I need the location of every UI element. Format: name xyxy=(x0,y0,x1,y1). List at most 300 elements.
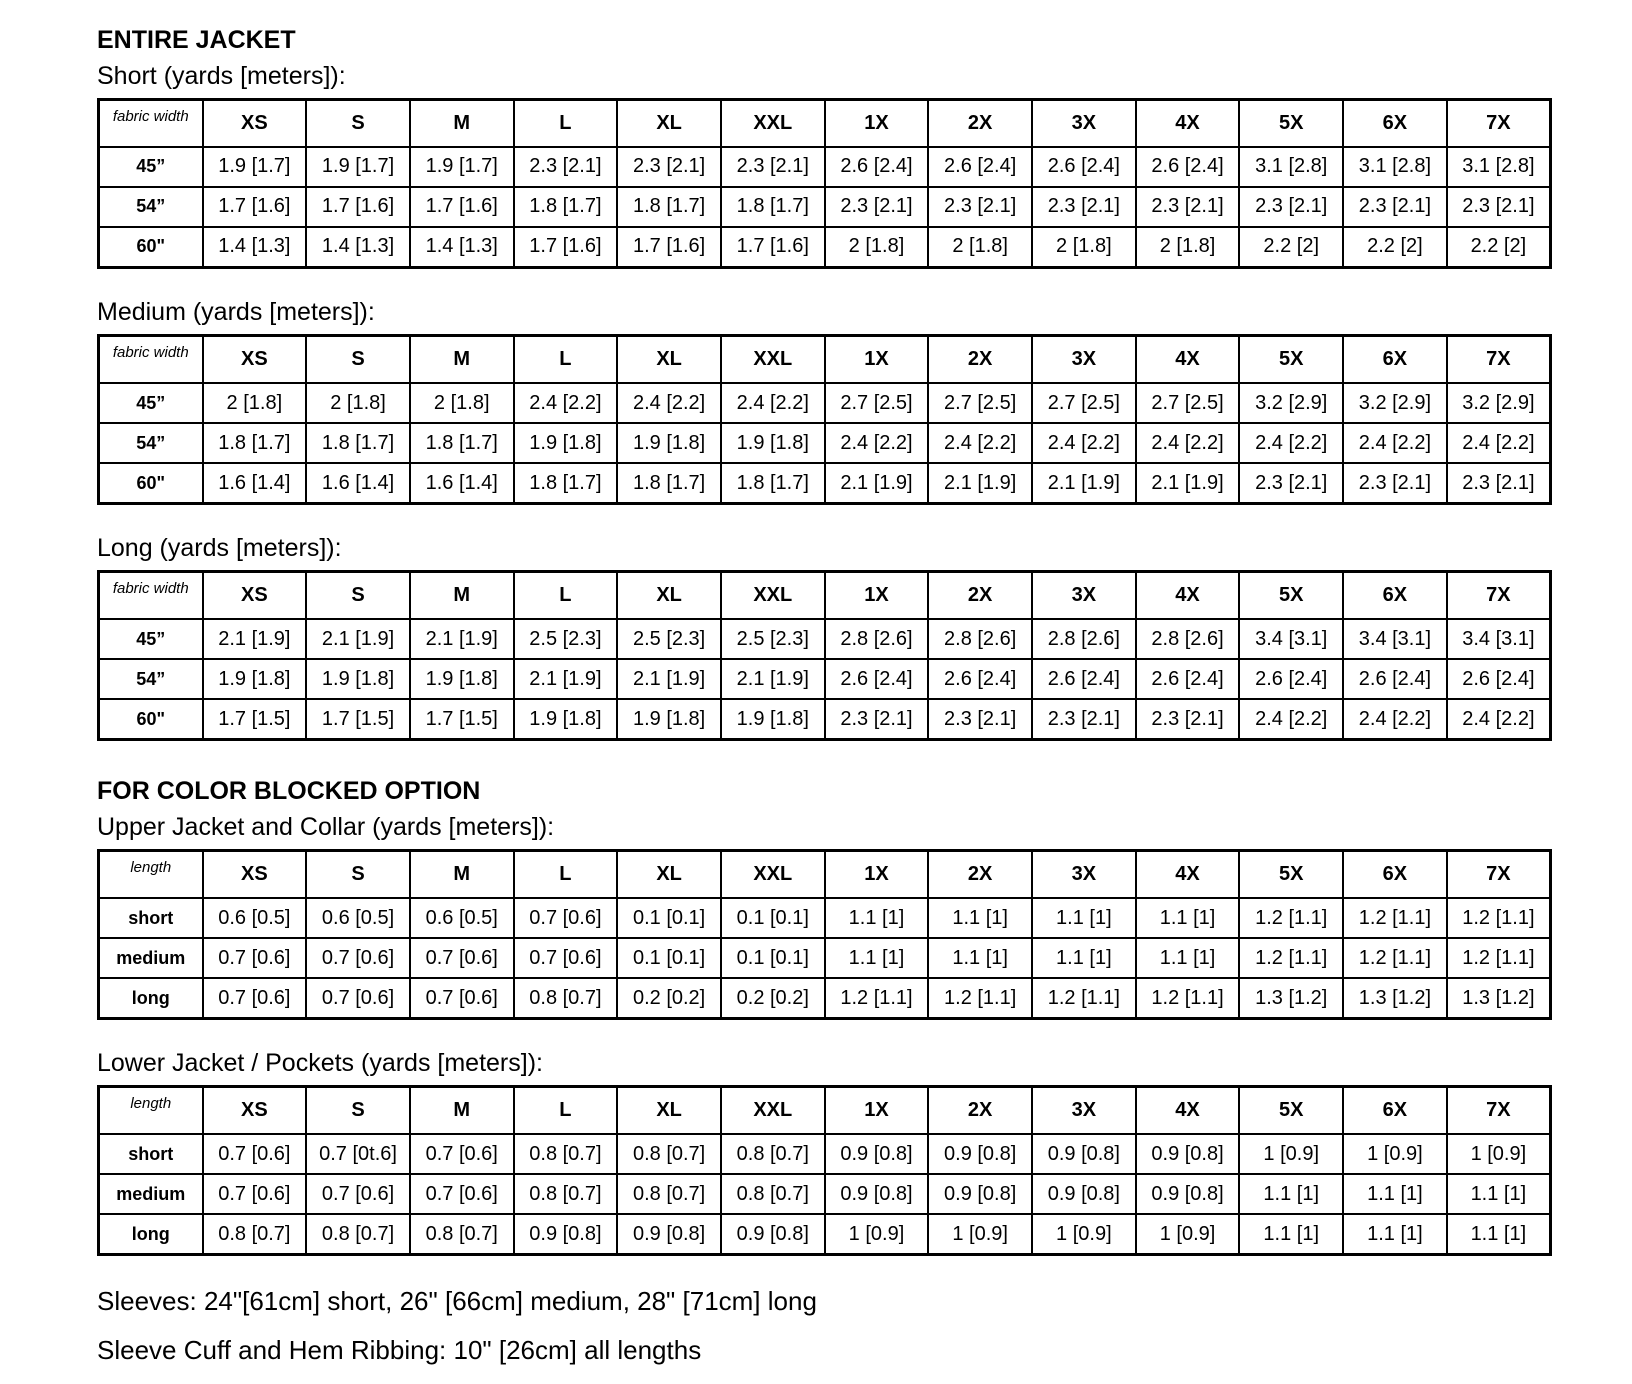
size-header: 6X xyxy=(1343,851,1447,899)
yardage-cell: 1.2 [1.1] xyxy=(1239,938,1343,978)
header-row xyxy=(99,99,1551,147)
yardage-cell: 2.3 [2.1] xyxy=(1136,187,1240,227)
yardage-cell: 2.5 [2.3] xyxy=(514,619,618,659)
size-header: XXL xyxy=(721,336,825,384)
yardage-cell: 1.1 [1] xyxy=(928,938,1032,978)
yardage-cell: 2.1 [1.9] xyxy=(617,659,721,699)
yardage-cell: 2.1 [1.9] xyxy=(306,619,410,659)
size-header: 2X xyxy=(928,1087,1032,1135)
yardage-table-upper-jacket xyxy=(97,849,1552,1020)
yardage-cell: 1.9 [1.8] xyxy=(514,699,618,740)
size-header: 7X xyxy=(1447,336,1551,384)
corner-label: fabric width xyxy=(99,99,203,147)
yardage-cell: 1.9 [1.8] xyxy=(410,659,514,699)
yardage-cell: 0.8 [0.7] xyxy=(617,1134,721,1174)
yardage-cell: 1.1 [1] xyxy=(1239,1214,1343,1255)
size-header: XXL xyxy=(721,572,825,620)
yardage-cell: 0.9 [0.8] xyxy=(1032,1134,1136,1174)
yardage-cell: 1.1 [1] xyxy=(928,898,1032,938)
size-header: 1X xyxy=(825,99,929,147)
yardage-cell: 0.6 [0.5] xyxy=(203,898,307,938)
size-header: 2X xyxy=(928,336,1032,384)
yardage-cell: 0.1 [0.1] xyxy=(721,938,825,978)
yardage-cell: 1.9 [1.7] xyxy=(410,147,514,187)
yardage-cell: 2.8 [2.6] xyxy=(825,619,929,659)
size-header: XS xyxy=(203,336,307,384)
table-title-long: Long (yards [meters]): xyxy=(97,534,342,562)
yardage-cell: 1.3 [1.2] xyxy=(1239,978,1343,1019)
size-header: XXL xyxy=(721,1087,825,1135)
yardage-cell: 2.1 [1.9] xyxy=(203,619,307,659)
row-label: short xyxy=(99,898,203,938)
table-row xyxy=(99,938,1551,978)
table-row xyxy=(99,187,1551,227)
yardage-cell: 0.9 [0.8] xyxy=(928,1174,1032,1214)
yardage-cell: 1.2 [1.1] xyxy=(1447,938,1551,978)
yardage-cell: 0.7 [0.6] xyxy=(514,938,618,978)
yardage-cell: 2.3 [2.1] xyxy=(928,699,1032,740)
size-header: 7X xyxy=(1447,851,1551,899)
yardage-cell: 2.5 [2.3] xyxy=(721,619,825,659)
corner-label: fabric width xyxy=(99,336,203,384)
yardage-cell: 2.7 [2.5] xyxy=(1032,383,1136,423)
yardage-cell: 1.8 [1.7] xyxy=(514,187,618,227)
yardage-table-long xyxy=(97,570,1552,741)
yardage-cell: 0.2 [0.2] xyxy=(617,978,721,1019)
row-label: 60" xyxy=(99,699,203,740)
table-row xyxy=(99,463,1551,504)
yardage-cell: 2.4 [2.2] xyxy=(1447,423,1551,463)
yardage-cell: 0.7 [0.6] xyxy=(410,938,514,978)
yardage-chart-page xyxy=(97,24,1552,1367)
size-header: XL xyxy=(617,851,721,899)
yardage-cell: 1.1 [1] xyxy=(1343,1214,1447,1255)
row-label: medium xyxy=(99,1174,203,1214)
yardage-cell: 0.7 [0.6] xyxy=(410,978,514,1019)
yardage-cell: 1.9 [1.8] xyxy=(514,423,618,463)
yardage-cell: 0.8 [0.7] xyxy=(514,1134,618,1174)
yardage-cell: 2.6 [2.4] xyxy=(1032,659,1136,699)
yardage-cell: 2 [1.8] xyxy=(410,383,514,423)
size-header: M xyxy=(410,99,514,147)
size-header: 5X xyxy=(1239,851,1343,899)
yardage-cell: 2.6 [2.4] xyxy=(928,147,1032,187)
yardage-cell: 3.2 [2.9] xyxy=(1239,383,1343,423)
size-header: 5X xyxy=(1239,336,1343,384)
header-row xyxy=(99,1087,1551,1135)
size-header: 6X xyxy=(1343,572,1447,620)
row-label: short xyxy=(99,1134,203,1174)
size-header: 4X xyxy=(1136,851,1240,899)
yardage-cell: 1.1 [1] xyxy=(1239,1174,1343,1214)
yardage-cell: 1 [0.9] xyxy=(1136,1214,1240,1255)
yardage-cell: 3.1 [2.8] xyxy=(1447,147,1551,187)
yardage-cell: 1.2 [1.1] xyxy=(1136,978,1240,1019)
yardage-cell: 1.4 [1.3] xyxy=(203,227,307,268)
spacer xyxy=(97,1020,1552,1044)
yardage-cell: 1.3 [1.2] xyxy=(1343,978,1447,1019)
yardage-cell: 0.8 [0.7] xyxy=(514,1174,618,1214)
yardage-cell: 0.2 [0.2] xyxy=(721,978,825,1019)
yardage-cell: 0.7 [0.6] xyxy=(410,1134,514,1174)
yardage-cell: 1.7 [1.6] xyxy=(721,227,825,268)
yardage-cell: 0.7 [0.6] xyxy=(306,938,410,978)
spacer xyxy=(97,1256,1552,1286)
yardage-cell: 2 [1.8] xyxy=(1136,227,1240,268)
row-label: 45” xyxy=(99,619,203,659)
row-label: 45” xyxy=(99,147,203,187)
yardage-cell: 0.9 [0.8] xyxy=(514,1214,618,1255)
yardage-cell: 0.7 [0.6] xyxy=(203,1174,307,1214)
yardage-cell: 1.8 [1.7] xyxy=(721,187,825,227)
yardage-cell: 1.9 [1.7] xyxy=(203,147,307,187)
size-header: 2X xyxy=(928,851,1032,899)
size-header: XXL xyxy=(721,99,825,147)
yardage-cell: 2.1 [1.9] xyxy=(721,659,825,699)
yardage-cell: 1.2 [1.1] xyxy=(1239,898,1343,938)
yardage-cell: 1.2 [1.1] xyxy=(1032,978,1136,1019)
yardage-cell: 2.2 [2] xyxy=(1343,227,1447,268)
size-header: XS xyxy=(203,851,307,899)
yardage-cell: 2.3 [2.1] xyxy=(928,187,1032,227)
row-label: long xyxy=(99,1214,203,1255)
header-row xyxy=(99,572,1551,620)
yardage-cell: 0.8 [0.7] xyxy=(514,978,618,1019)
size-header: 4X xyxy=(1136,572,1240,620)
yardage-cell: 3.1 [2.8] xyxy=(1343,147,1447,187)
yardage-cell: 1.8 [1.7] xyxy=(617,187,721,227)
yardage-cell: 2 [1.8] xyxy=(1032,227,1136,268)
yardage-cell: 1.1 [1] xyxy=(1032,898,1136,938)
yardage-cell: 0.9 [0.8] xyxy=(1032,1174,1136,1214)
yardage-cell: 2.3 [2.1] xyxy=(1239,187,1343,227)
table-row xyxy=(99,423,1551,463)
yardage-cell: 0.9 [0.8] xyxy=(617,1214,721,1255)
size-header: 3X xyxy=(1032,336,1136,384)
ribbing-note: Sleeve Cuff and Hem Ribbing: 10" [26cm] all lengths xyxy=(97,1335,702,1366)
header-row xyxy=(99,336,1551,384)
yardage-table-medium xyxy=(97,334,1552,505)
table-row xyxy=(99,659,1551,699)
size-header: 7X xyxy=(1447,99,1551,147)
yardage-cell: 1.7 [1.6] xyxy=(306,187,410,227)
corner-label: fabric width xyxy=(99,572,203,620)
size-header: L xyxy=(514,336,618,384)
table-row xyxy=(99,383,1551,423)
yardage-cell: 1.9 [1.8] xyxy=(721,699,825,740)
yardage-cell: 1.2 [1.1] xyxy=(825,978,929,1019)
yardage-cell: 1.7 [1.6] xyxy=(617,227,721,268)
yardage-cell: 0.9 [0.8] xyxy=(721,1214,825,1255)
yardage-cell: 1.4 [1.3] xyxy=(410,227,514,268)
yardage-cell: 2.3 [2.1] xyxy=(1343,463,1447,504)
yardage-cell: 2.7 [2.5] xyxy=(825,383,929,423)
yardage-cell: 1.1 [1] xyxy=(1136,938,1240,978)
size-header: 1X xyxy=(825,851,929,899)
yardage-cell: 0.9 [0.8] xyxy=(1136,1174,1240,1214)
yardage-cell: 2.3 [2.1] xyxy=(721,147,825,187)
row-label: 54” xyxy=(99,659,203,699)
yardage-cell: 0.7 [0.6] xyxy=(410,1174,514,1214)
yardage-cell: 0.8 [0.7] xyxy=(306,1214,410,1255)
yardage-cell: 0.8 [0.7] xyxy=(721,1134,825,1174)
yardage-cell: 0.8 [0.7] xyxy=(203,1214,307,1255)
size-header: M xyxy=(410,572,514,620)
spacer xyxy=(97,505,1552,529)
yardage-cell: 0.8 [0.7] xyxy=(721,1174,825,1214)
size-header: S xyxy=(306,851,410,899)
table-title-medium: Medium (yards [meters]): xyxy=(97,297,375,326)
yardage-cell: 2.4 [2.2] xyxy=(1343,699,1447,740)
yardage-cell: 1.6 [1.4] xyxy=(410,463,514,504)
yardage-cell: 2.3 [2.1] xyxy=(1136,699,1240,740)
yardage-cell: 1 [0.9] xyxy=(928,1214,1032,1255)
yardage-cell: 2.1 [1.9] xyxy=(1032,463,1136,504)
yardage-cell: 1 [0.9] xyxy=(825,1214,929,1255)
size-header: 6X xyxy=(1343,336,1447,384)
yardage-cell: 2.2 [2] xyxy=(1239,227,1343,268)
yardage-cell: 2.4 [2.2] xyxy=(1239,423,1343,463)
yardage-cell: 2.8 [2.6] xyxy=(928,619,1032,659)
yardage-cell: 2.3 [2.1] xyxy=(1032,699,1136,740)
yardage-cell: 1.8 [1.7] xyxy=(203,423,307,463)
yardage-cell: 3.4 [3.1] xyxy=(1239,619,1343,659)
yardage-cell: 0.9 [0.8] xyxy=(1136,1134,1240,1174)
yardage-cell: 1.9 [1.8] xyxy=(203,659,307,699)
size-header: M xyxy=(410,1087,514,1135)
table-row xyxy=(99,1174,1551,1214)
size-header: XS xyxy=(203,99,307,147)
size-header: 3X xyxy=(1032,572,1136,620)
row-label: long xyxy=(99,978,203,1019)
table-title-lower-jacket: Lower Jacket / Pockets (yards [meters]): xyxy=(97,1049,543,1077)
spacer xyxy=(97,1317,1552,1335)
yardage-cell: 2.4 [2.2] xyxy=(1343,423,1447,463)
yardage-cell: 3.1 [2.8] xyxy=(1239,147,1343,187)
yardage-cell: 1.4 [1.3] xyxy=(306,227,410,268)
yardage-cell: 1.8 [1.7] xyxy=(306,423,410,463)
size-header: 6X xyxy=(1343,99,1447,147)
yardage-cell: 2.4 [2.2] xyxy=(721,383,825,423)
size-header: 6X xyxy=(1343,1087,1447,1135)
yardage-cell: 1.7 [1.5] xyxy=(203,699,307,740)
size-header: XS xyxy=(203,572,307,620)
size-header: 3X xyxy=(1032,1087,1136,1135)
yardage-cell: 1 [0.9] xyxy=(1239,1134,1343,1174)
size-header: 2X xyxy=(928,572,1032,620)
yardage-cell: 0.7 [0.6] xyxy=(306,978,410,1019)
yardage-cell: 2.3 [2.1] xyxy=(617,147,721,187)
table-row xyxy=(99,1134,1551,1174)
size-header: M xyxy=(410,336,514,384)
size-header: 2X xyxy=(928,99,1032,147)
table-row xyxy=(99,227,1551,268)
yardage-cell: 1 [0.9] xyxy=(1343,1134,1447,1174)
yardage-cell: 0.8 [0.7] xyxy=(410,1214,514,1255)
yardage-cell: 1.7 [1.6] xyxy=(410,187,514,227)
yardage-cell: 2.3 [2.1] xyxy=(825,699,929,740)
yardage-cell: 0.9 [0.8] xyxy=(928,1134,1032,1174)
yardage-cell: 2.3 [2.1] xyxy=(825,187,929,227)
yardage-cell: 2 [1.8] xyxy=(928,227,1032,268)
yardage-cell: 1.1 [1] xyxy=(1343,1174,1447,1214)
corner-label: length xyxy=(99,1087,203,1135)
size-header: 5X xyxy=(1239,572,1343,620)
yardage-cell: 1.1 [1] xyxy=(1447,1214,1551,1255)
size-header: 4X xyxy=(1136,336,1240,384)
yardage-cell: 1.3 [1.2] xyxy=(1447,978,1551,1019)
row-label: 54” xyxy=(99,423,203,463)
yardage-cell: 1.9 [1.7] xyxy=(306,147,410,187)
yardage-cell: 2.6 [2.4] xyxy=(825,659,929,699)
spacer xyxy=(97,741,1552,775)
yardage-cell: 0.7 [0.6] xyxy=(514,898,618,938)
yardage-cell: 1.7 [1.5] xyxy=(410,699,514,740)
spacer xyxy=(97,269,1552,293)
table-title-upper-jacket: Upper Jacket and Collar (yards [meters]): xyxy=(97,812,555,841)
yardage-table-lower-jacket xyxy=(97,1085,1552,1256)
yardage-cell: 0.1 [0.1] xyxy=(617,898,721,938)
row-label: medium xyxy=(99,938,203,978)
yardage-cell: 2.4 [2.2] xyxy=(825,423,929,463)
yardage-cell: 1.9 [1.8] xyxy=(721,423,825,463)
table-row xyxy=(99,619,1551,659)
yardage-cell: 1 [0.9] xyxy=(1447,1134,1551,1174)
size-header: 4X xyxy=(1136,1087,1240,1135)
size-header: L xyxy=(514,572,618,620)
size-header: XL xyxy=(617,1087,721,1135)
yardage-cell: 1.1 [1] xyxy=(1136,898,1240,938)
yardage-cell: 1.7 [1.6] xyxy=(203,187,307,227)
yardage-cell: 2.1 [1.9] xyxy=(410,619,514,659)
yardage-cell: 2.6 [2.4] xyxy=(928,659,1032,699)
yardage-cell: 2 [1.8] xyxy=(203,383,307,423)
size-header: XXL xyxy=(721,851,825,899)
size-header: 7X xyxy=(1447,1087,1551,1135)
yardage-cell: 1.2 [1.1] xyxy=(928,978,1032,1019)
yardage-cell: 0.6 [0.5] xyxy=(306,898,410,938)
yardage-cell: 2.4 [2.2] xyxy=(514,383,618,423)
yardage-cell: 2.7 [2.5] xyxy=(928,383,1032,423)
size-header: 3X xyxy=(1032,99,1136,147)
yardage-cell: 1.6 [1.4] xyxy=(306,463,410,504)
size-header: S xyxy=(306,1087,410,1135)
yardage-cell: 1.1 [1] xyxy=(825,898,929,938)
yardage-cell: 2.3 [2.1] xyxy=(1447,463,1551,504)
yardage-cell: 2.8 [2.6] xyxy=(1032,619,1136,659)
yardage-cell: 2.6 [2.4] xyxy=(1447,659,1551,699)
yardage-cell: 2.4 [2.2] xyxy=(1239,699,1343,740)
size-header: 5X xyxy=(1239,1087,1343,1135)
size-header: XL xyxy=(617,99,721,147)
yardage-cell: 1.7 [1.5] xyxy=(306,699,410,740)
yardage-cell: 0.7 [0.6] xyxy=(306,1174,410,1214)
yardage-cell: 2.6 [2.4] xyxy=(1343,659,1447,699)
yardage-cell: 1.1 [1] xyxy=(1447,1174,1551,1214)
yardage-cell: 2.3 [2.1] xyxy=(1343,187,1447,227)
table-row xyxy=(99,699,1551,740)
yardage-cell: 1.2 [1.1] xyxy=(1343,938,1447,978)
yardage-cell: 2.1 [1.9] xyxy=(825,463,929,504)
yardage-cell: 3.2 [2.9] xyxy=(1447,383,1551,423)
table-row xyxy=(99,898,1551,938)
size-header: M xyxy=(410,851,514,899)
yardage-cell: 2.5 [2.3] xyxy=(617,619,721,659)
yardage-cell: 1.9 [1.8] xyxy=(617,699,721,740)
yardage-cell: 1.8 [1.7] xyxy=(514,463,618,504)
table-row xyxy=(99,978,1551,1019)
size-header: XS xyxy=(203,1087,307,1135)
size-header: L xyxy=(514,99,618,147)
yardage-cell: 2.3 [2.1] xyxy=(1032,187,1136,227)
sleeves-note: Sleeves: 24"[61cm] short, 26" [66cm] medium, 28" [71cm] long xyxy=(97,1286,817,1317)
yardage-cell: 0.7 [0t.6] xyxy=(306,1134,410,1174)
yardage-cell: 2.3 [2.1] xyxy=(1447,187,1551,227)
yardage-cell: 2.1 [1.9] xyxy=(1136,463,1240,504)
yardage-cell: 0.9 [0.8] xyxy=(825,1174,929,1214)
row-label: 60" xyxy=(99,227,203,268)
table-row xyxy=(99,147,1551,187)
yardage-cell: 2 [1.8] xyxy=(825,227,929,268)
yardage-cell: 2.4 [2.2] xyxy=(1136,423,1240,463)
size-header: S xyxy=(306,572,410,620)
size-header: XL xyxy=(617,336,721,384)
size-header: 1X xyxy=(825,336,929,384)
size-header: 4X xyxy=(1136,99,1240,147)
yardage-cell: 1.1 [1] xyxy=(825,938,929,978)
row-label: 45” xyxy=(99,383,203,423)
row-label: 54” xyxy=(99,187,203,227)
yardage-cell: 1.2 [1.1] xyxy=(1447,898,1551,938)
size-header: L xyxy=(514,1087,618,1135)
yardage-cell: 1.7 [1.6] xyxy=(514,227,618,268)
size-header: L xyxy=(514,851,618,899)
yardage-cell: 2.6 [2.4] xyxy=(1032,147,1136,187)
section-title-color-blocked: FOR COLOR BLOCKED OPTION xyxy=(97,777,481,806)
size-header: 1X xyxy=(825,572,929,620)
yardage-cell: 0.7 [0.6] xyxy=(203,1134,307,1174)
size-header: 7X xyxy=(1447,572,1551,620)
size-header: 1X xyxy=(825,1087,929,1135)
yardage-cell: 2.3 [2.1] xyxy=(514,147,618,187)
yardage-cell: 3.2 [2.9] xyxy=(1343,383,1447,423)
yardage-cell: 2.4 [2.2] xyxy=(928,423,1032,463)
yardage-cell: 3.4 [3.1] xyxy=(1343,619,1447,659)
yardage-cell: 1.8 [1.7] xyxy=(617,463,721,504)
yardage-cell: 3.4 [3.1] xyxy=(1447,619,1551,659)
size-header: 3X xyxy=(1032,851,1136,899)
row-label: 60" xyxy=(99,463,203,504)
yardage-cell: 0.7 [0.6] xyxy=(203,978,307,1019)
size-header: S xyxy=(306,336,410,384)
yardage-cell: 2.3 [2.1] xyxy=(1239,463,1343,504)
yardage-cell: 0.8 [0.7] xyxy=(617,1174,721,1214)
yardage-cell: 1.1 [1] xyxy=(1032,938,1136,978)
size-header: XL xyxy=(617,572,721,620)
yardage-cell: 2.1 [1.9] xyxy=(928,463,1032,504)
yardage-cell: 2.2 [2] xyxy=(1447,227,1551,268)
yardage-cell: 2.6 [2.4] xyxy=(1136,147,1240,187)
yardage-table-short xyxy=(97,98,1552,269)
yardage-cell: 2.6 [2.4] xyxy=(1136,659,1240,699)
yardage-cell: 2 [1.8] xyxy=(306,383,410,423)
yardage-cell: 1.8 [1.7] xyxy=(721,463,825,504)
header-row xyxy=(99,851,1551,899)
yardage-cell: 2.7 [2.5] xyxy=(1136,383,1240,423)
yardage-cell: 1.2 [1.1] xyxy=(1343,898,1447,938)
size-header: S xyxy=(306,99,410,147)
yardage-cell: 2.6 [2.4] xyxy=(1239,659,1343,699)
